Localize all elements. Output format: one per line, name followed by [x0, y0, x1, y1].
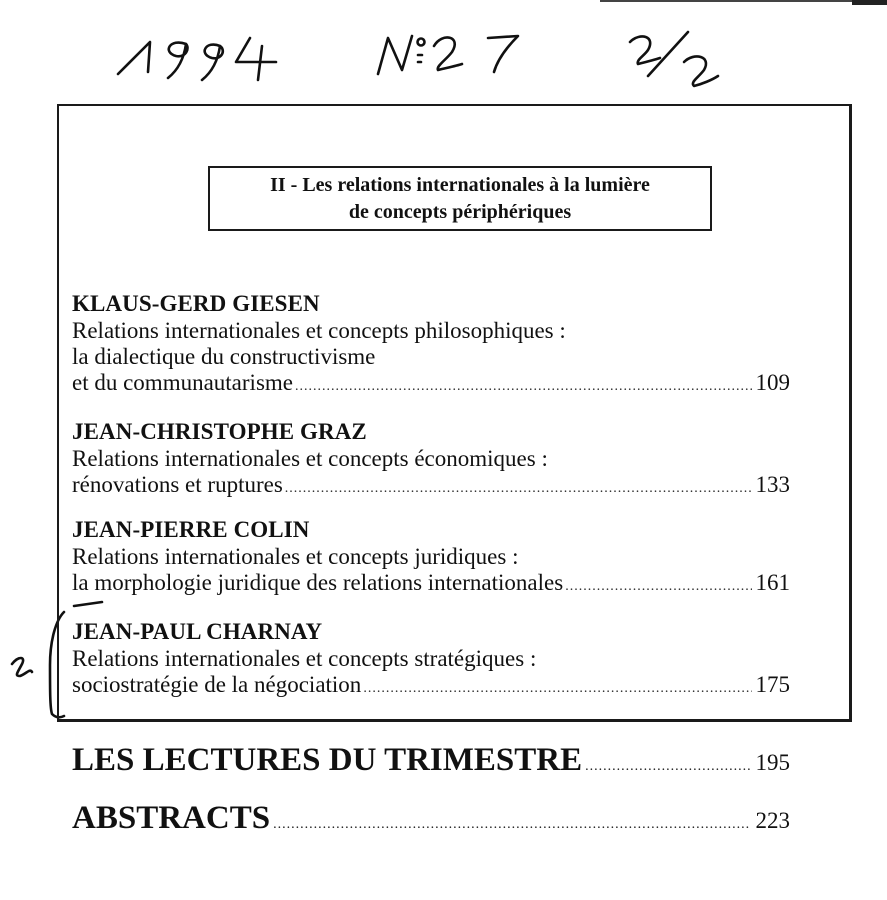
toc-entry — [72, 290, 790, 400]
major-entry-title: ABSTRACTS — [72, 800, 271, 836]
section-title-box — [208, 166, 712, 231]
entry-title-last-line: sociostratégie de la négociation — [72, 672, 362, 697]
entry-title-line: Relations internationales et concepts philosophiques : — [72, 318, 566, 343]
toc-entry — [72, 516, 790, 600]
dot-leader — [295, 374, 752, 400]
dot-leader — [585, 759, 750, 775]
entry-title-line: Relations internationales et concepts stratégiques : — [72, 646, 537, 671]
toc-entry — [72, 418, 790, 502]
toc-entry — [72, 618, 790, 702]
entry-leader-row — [72, 672, 790, 702]
entry-title-last-line: la morphologie juridique des relations internationales — [72, 570, 564, 595]
entry-title-line: Relations internationales et concepts juridiques : — [72, 544, 519, 569]
dot-leader — [565, 574, 751, 600]
entry-title-last-line: et du communautarisme — [72, 370, 293, 395]
dot-leader — [363, 676, 751, 702]
dot-leader — [273, 817, 750, 833]
entry-author: JEAN-PIERRE COLIN — [72, 517, 310, 542]
section-title-line2: de concepts périphériques — [348, 201, 572, 223]
toc-major-entry — [72, 800, 790, 837]
entry-page-number: 161 — [755, 570, 790, 595]
entry-author: KLAUS-GERD GIESEN — [72, 291, 320, 316]
entry-leader-row — [72, 370, 790, 400]
entry-page-number: 109 — [755, 370, 790, 395]
dot-leader — [285, 476, 752, 502]
toc-major-entry — [72, 742, 790, 779]
entry-title-last-line: rénovations et ruptures — [72, 472, 283, 497]
section-title-line1: II - Les relations internationales à la lumière — [270, 174, 650, 196]
entry-author: JEAN-CHRISTOPHE GRAZ — [72, 419, 367, 444]
entry-leader-row — [72, 472, 790, 502]
entry-author: JEAN-PAUL CHARNAY — [72, 619, 323, 644]
entry-title-line: la dialectique du constructivisme — [72, 344, 376, 369]
major-entry-page-number: 223 — [755, 808, 790, 833]
entry-page-number: 133 — [755, 472, 790, 497]
major-entry-title: LES LECTURES DU TRIMESTRE — [72, 742, 583, 778]
major-entry-page-number: 195 — [755, 750, 790, 775]
entry-title-line: Relations internationales et concepts économiques : — [72, 446, 548, 471]
entry-leader-row — [72, 570, 790, 600]
entry-page-number: 175 — [755, 672, 790, 697]
